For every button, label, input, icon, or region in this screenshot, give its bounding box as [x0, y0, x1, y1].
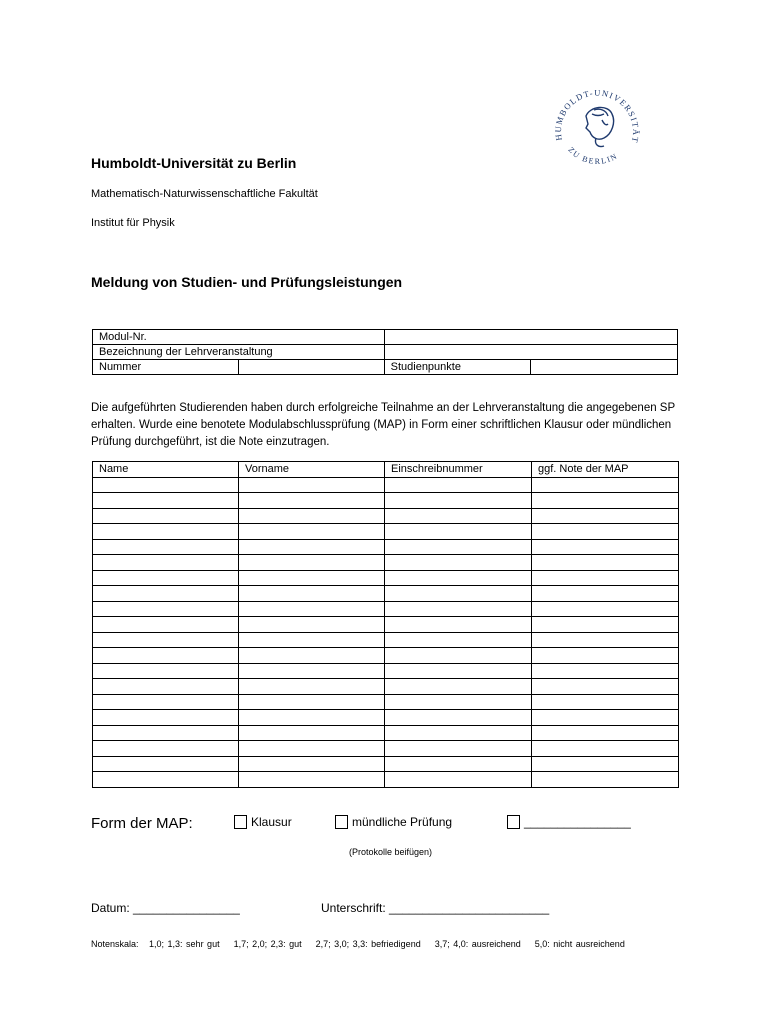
table-row: [93, 772, 679, 788]
table-header-row: [93, 462, 679, 478]
table-row: [93, 508, 679, 524]
vorname-cell[interactable]: [239, 710, 385, 726]
einschreibnummer-cell[interactable]: [385, 555, 532, 571]
note-cell[interactable]: [532, 570, 679, 586]
studienpunkte-label: Studienpunkte: [384, 360, 531, 375]
einschreibnummer-cell[interactable]: [385, 679, 532, 695]
vorname-cell[interactable]: [239, 741, 385, 757]
table-row: [93, 710, 679, 726]
vorname-cell[interactable]: [239, 477, 385, 493]
name-cell[interactable]: [93, 524, 239, 540]
einschreibnummer-cell[interactable]: [385, 586, 532, 602]
vorname-cell[interactable]: [239, 648, 385, 664]
institute-name: Institut für Physik: [91, 217, 175, 229]
einschreibnummer-cell[interactable]: [385, 756, 532, 772]
table-row: [93, 601, 679, 617]
table-row: [93, 345, 678, 360]
vorname-cell[interactable]: [239, 570, 385, 586]
table-row: [93, 360, 678, 375]
name-cell[interactable]: [93, 601, 239, 617]
einschreibnummer-cell[interactable]: [385, 772, 532, 788]
note-cell[interactable]: [532, 663, 679, 679]
einschreibnummer-cell[interactable]: [385, 725, 532, 741]
note-cell[interactable]: [532, 772, 679, 788]
muendlich-checkbox[interactable]: [335, 815, 348, 829]
name-cell[interactable]: [93, 539, 239, 555]
vorname-cell[interactable]: [239, 617, 385, 633]
note-cell[interactable]: [532, 710, 679, 726]
table-row: [93, 477, 679, 493]
table-row: [93, 756, 679, 772]
svg-text:ZU BERLIN: [566, 145, 619, 166]
vorname-cell[interactable]: [239, 555, 385, 571]
vorname-cell[interactable]: [239, 772, 385, 788]
note-cell[interactable]: [532, 601, 679, 617]
option-muendlich: [335, 815, 452, 829]
note-cell[interactable]: [532, 741, 679, 757]
vorname-cell[interactable]: [239, 663, 385, 679]
other-checkbox[interactable]: [507, 815, 520, 829]
bezeichnung-field[interactable]: [384, 345, 677, 360]
date-field[interactable]: Datum: ________________: [91, 901, 240, 915]
table-row: [93, 617, 679, 633]
note-cell[interactable]: [532, 617, 679, 633]
name-cell[interactable]: [93, 617, 239, 633]
note-cell[interactable]: [532, 632, 679, 648]
map-form-label: Form der MAP:: [91, 815, 193, 832]
other-blank-field[interactable]: ________________: [524, 815, 631, 829]
vorname-cell[interactable]: [239, 524, 385, 540]
table-row: [93, 632, 679, 648]
muendlich-label: mündliche Prüfung: [352, 815, 453, 829]
protocol-note: (Protokolle beifügen): [349, 847, 433, 857]
name-cell[interactable]: [93, 648, 239, 664]
einschreibnummer-cell[interactable]: [385, 617, 532, 633]
bezeichnung-label: Bezeichnung der Lehrveranstaltung: [93, 345, 385, 360]
table-row: [93, 663, 679, 679]
klausur-checkbox[interactable]: [234, 815, 247, 829]
column-header-note: ggf. Note der MAP: [532, 462, 679, 478]
name-cell[interactable]: [93, 663, 239, 679]
name-cell[interactable]: [93, 725, 239, 741]
seal-text-top: HUMBOLDT-UNIVERSITÄT: [552, 87, 642, 145]
option-klausur: [234, 815, 292, 829]
note-cell[interactable]: [532, 508, 679, 524]
nummer-field[interactable]: [238, 360, 384, 375]
note-cell[interactable]: [532, 539, 679, 555]
note-cell[interactable]: [532, 725, 679, 741]
vorname-cell[interactable]: [239, 586, 385, 602]
table-row: [93, 741, 679, 757]
vorname-cell[interactable]: [239, 539, 385, 555]
einschreibnummer-cell[interactable]: [385, 524, 532, 540]
table-row: [93, 555, 679, 571]
signature-field[interactable]: Unterschrift: ________________________: [321, 901, 550, 915]
vorname-cell[interactable]: [239, 508, 385, 524]
note-cell[interactable]: [532, 756, 679, 772]
note-cell[interactable]: [532, 694, 679, 710]
einschreibnummer-cell[interactable]: [385, 648, 532, 664]
name-cell[interactable]: [93, 694, 239, 710]
column-header-name: Name: [93, 462, 239, 478]
table-row: [93, 679, 679, 695]
vorname-cell[interactable]: [239, 725, 385, 741]
table-row: [93, 493, 679, 509]
studienpunkte-field[interactable]: [531, 360, 678, 375]
modul-nr-field[interactable]: [384, 330, 677, 345]
name-cell[interactable]: [93, 710, 239, 726]
einschreibnummer-cell[interactable]: [385, 694, 532, 710]
einschreibnummer-cell[interactable]: [385, 508, 532, 524]
vorname-cell[interactable]: [239, 493, 385, 509]
university-seal-logo: [546, 80, 646, 172]
modul-nr-label: Modul-Nr.: [93, 330, 385, 345]
table-row: [93, 586, 679, 602]
seal-text-bottom: ZU BERLIN: [566, 145, 620, 166]
table-row: [93, 330, 678, 345]
vorname-cell[interactable]: [239, 632, 385, 648]
table-row: [93, 648, 679, 664]
einschreibnummer-cell[interactable]: [385, 741, 532, 757]
table-row: [93, 570, 679, 586]
note-cell[interactable]: [532, 493, 679, 509]
name-cell[interactable]: [93, 508, 239, 524]
name-cell[interactable]: [93, 477, 239, 493]
course-info-table: [92, 329, 678, 375]
note-cell[interactable]: [532, 586, 679, 602]
name-cell[interactable]: [93, 493, 239, 509]
name-cell[interactable]: [93, 570, 239, 586]
name-cell[interactable]: [93, 756, 239, 772]
einschreibnummer-cell[interactable]: [385, 663, 532, 679]
note-cell[interactable]: [532, 477, 679, 493]
intro-paragraph: Die aufgeführten Studierenden haben durch erfolgreiche Teilnahme an der Lehrveranstaltung die angegebenen SP erhalten. Wurde eine benotete Modulabschlussprüfung (MAP) in Form einer schriftlichen Klausur oder mündlichen Prüfung durchgeführt, ist die Note einzutragen.: [91, 402, 675, 448]
option-other: [507, 815, 631, 829]
document-title: Meldung von Studien- und Prüfungsleistungen: [91, 274, 403, 290]
einschreibnummer-cell[interactable]: [385, 477, 532, 493]
name-cell[interactable]: [93, 586, 239, 602]
einschreibnummer-cell[interactable]: [385, 493, 532, 509]
vorname-cell[interactable]: [239, 694, 385, 710]
klausur-label: Klausur: [251, 815, 292, 829]
einschreibnummer-cell[interactable]: [385, 710, 532, 726]
einschreibnummer-cell[interactable]: [385, 539, 532, 555]
name-cell[interactable]: [93, 679, 239, 695]
einschreibnummer-cell[interactable]: [385, 632, 532, 648]
einschreibnummer-cell[interactable]: [385, 601, 532, 617]
grade-scale: Notenskala: 1,0; 1,3: sehr gut 1,7; 2,0; 2,3: gut 2,7; 3,0; 3,3: befriedigend 3,7; 4,0: ausreichend 5,0: nicht ausreichend: [91, 939, 625, 949]
note-cell[interactable]: [532, 679, 679, 695]
note-cell[interactable]: [532, 524, 679, 540]
vorname-cell[interactable]: [239, 601, 385, 617]
vorname-cell[interactable]: [239, 756, 385, 772]
nummer-label: Nummer: [93, 360, 239, 375]
column-header-vorname: Vorname: [239, 462, 385, 478]
einschreibnummer-cell[interactable]: [385, 570, 532, 586]
column-header-einschreibnummer: Einschreibnummer: [385, 462, 532, 478]
name-cell[interactable]: [93, 632, 239, 648]
name-cell[interactable]: [93, 555, 239, 571]
table-row: [93, 694, 679, 710]
table-row: [93, 539, 679, 555]
name-cell[interactable]: [93, 772, 239, 788]
note-cell[interactable]: [532, 555, 679, 571]
table-row: [93, 524, 679, 540]
faculty-name: Mathematisch-Naturwissenschaftliche Fakultät: [91, 188, 318, 200]
university-name: Humboldt-Universität zu Berlin: [91, 155, 297, 171]
name-cell[interactable]: [93, 741, 239, 757]
vorname-cell[interactable]: [239, 679, 385, 695]
note-cell[interactable]: [532, 648, 679, 664]
students-table: [92, 461, 679, 788]
table-row: [93, 725, 679, 741]
portrait-icon: [586, 107, 614, 146]
